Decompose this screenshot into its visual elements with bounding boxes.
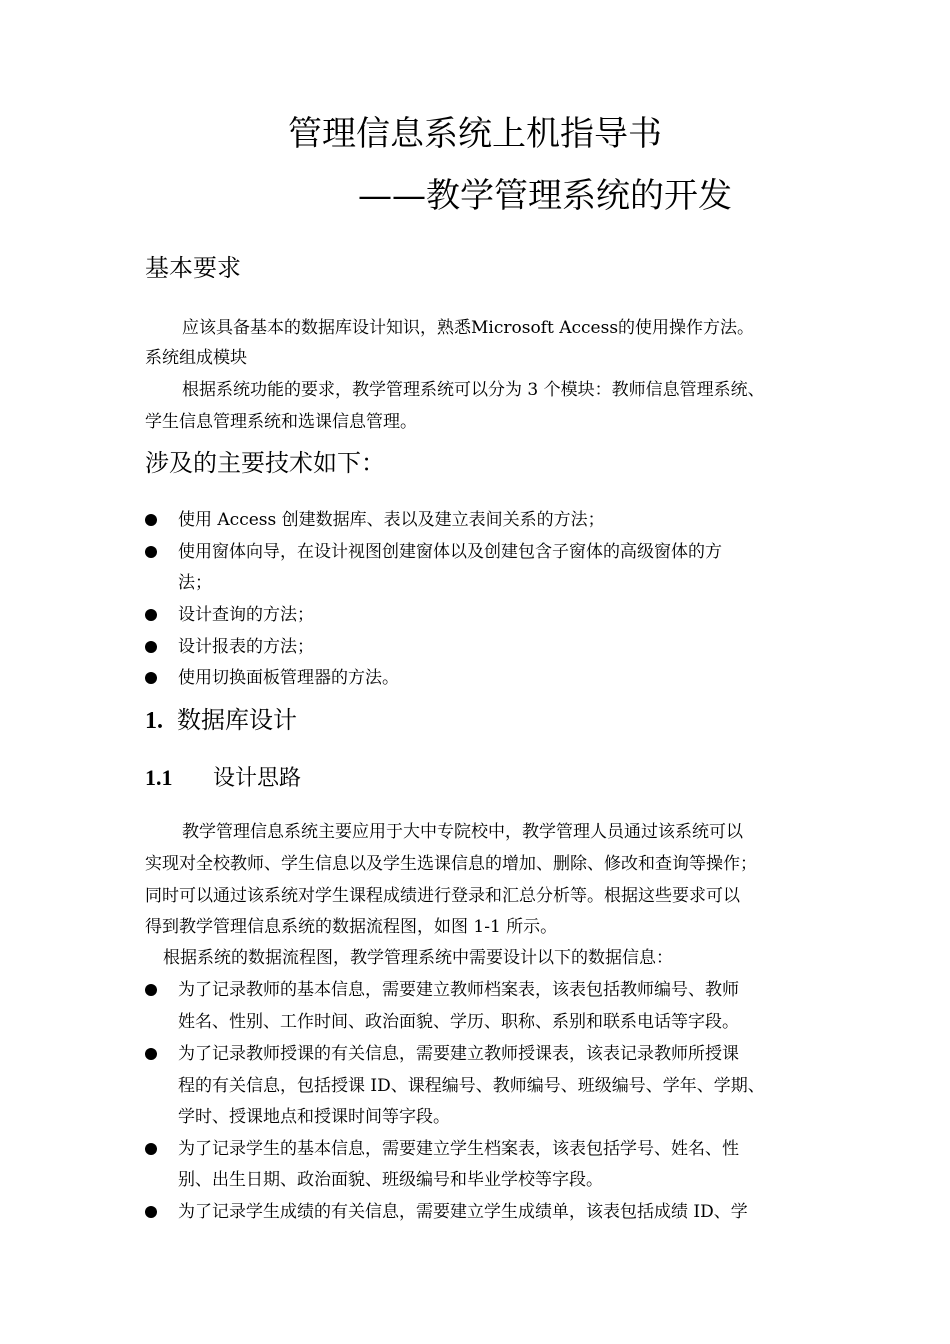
section-title: 设计思路 [213,766,302,791]
bullet-icon [145,641,157,653]
bullet-icon [145,1143,157,1155]
section-number: 1. [145,708,163,734]
heading-tech: 涉及的主要技术如下： [145,449,385,477]
bullet-icon [145,672,157,684]
paragraph-line: 教学管理信息系统主要应用于大中专院校中，教学管理人员通过该系统可以 [182,822,743,842]
basic-requirements-paragraph: 应该具备基本的数据库设计知识，熟悉Microsoft Access的使用操作方法。 [182,318,755,338]
modules-line-2: 学生信息管理系统和选课信息管理。 [145,412,417,432]
paragraph-line: 实现对全校教师、学生信息以及学生选课信息的增加、删除、修改和查询等操作； [145,854,757,874]
section-1-1-heading [145,762,301,795]
bullet-icon [145,609,157,621]
lead-line: 根据系统的数据流程图，教学管理系统中需要设计以下的数据信息： [163,948,673,968]
section-number: 1.1 [145,765,173,790]
section-1-heading [145,703,297,738]
modules-line-1: 根据系统功能的要求，教学管理系统可以分为 3 个模块：教师信息管理系统、 [182,380,765,400]
document-title: 管理信息系统上机指导书 [288,114,662,154]
paragraph-line: 得到教学管理信息系统的数据流程图，如图 1-1 所示。 [145,917,558,937]
modules-label: 系统组成模块 [145,348,247,368]
document-subtitle: ——教学管理系统的开发 [358,176,732,216]
paragraph-line: 同时可以通过该系统对学生课程成绩进行登录和汇总分析等。根据这些要求可以 [145,886,740,906]
bullet-icon [145,514,157,526]
bullet-icon [145,984,157,996]
bullet-icon [145,1048,157,1060]
heading-basic-requirements: 基本要求 [145,254,241,282]
section-title: 数据库设计 [177,706,297,734]
bullet-icon [145,546,157,558]
bullet-icon [145,1206,157,1218]
